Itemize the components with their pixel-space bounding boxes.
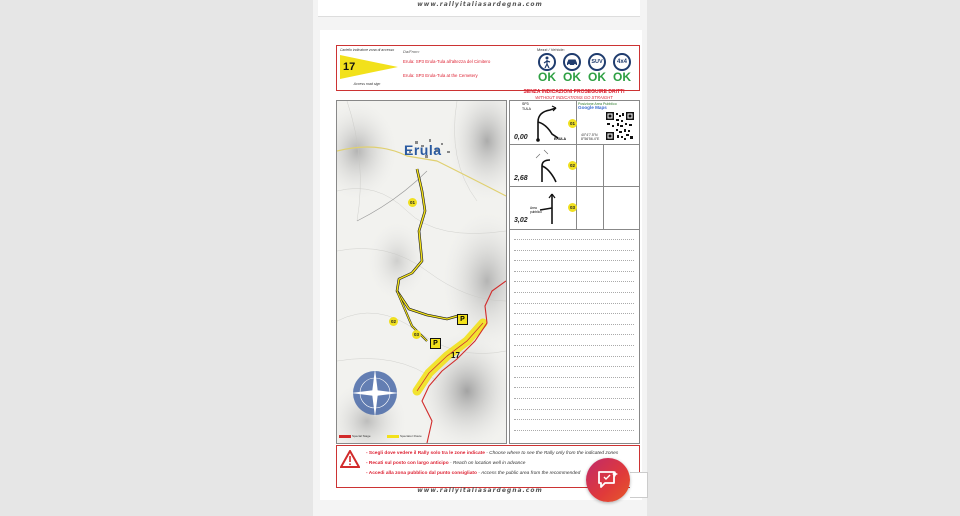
access-description-en: Erula: SP3 Erula-Tula at the Cemetery [403,73,478,78]
roadbook-note-line [514,356,634,357]
roadbook-note-line [514,250,634,251]
access-header [336,45,640,91]
vehicles-title: Mezzi / Vehicle: [537,47,565,52]
map-marker-03: 03 [413,332,419,337]
roadbook-note-line [514,324,634,325]
right-background [647,0,960,516]
website-url-top[interactable]: www.rallyitaliasardegna.com [417,1,543,8]
roadbook-label: TULA [522,107,531,111]
roadbook-note-en: WITHOUT INDICATIONS GO STRAIGHT [535,95,613,100]
roadbook-note-line [514,271,634,272]
vehicle-pedestrian [537,53,557,84]
feedback-chat-icon [597,470,619,490]
roadbook-label: SP3 [522,102,529,106]
map-marker-01: 01 [409,200,415,205]
roadbook-note-line [514,377,634,378]
car-icon [563,53,581,71]
parking-marker: P [457,314,468,325]
roadbook-row-02 [510,144,639,187]
roadbook-marker: 03 [569,205,575,210]
roadbook-panel [509,100,640,444]
footer-note-2 [366,461,525,466]
roadbook-row-03 [510,186,639,230]
roadbook-km: 2,68 [514,175,528,182]
footer-note-it: - Recati sul posto con largo anticipo [366,461,449,466]
roadbook-note-line [514,366,634,367]
pedestrian-icon [538,53,556,71]
map-town-name: Erula [404,142,442,158]
roadbook-note-line [514,281,634,282]
website-url-bottom[interactable]: www.rallyitaliasardegna.com [417,487,543,494]
footer-note-it: - Scegli dove vedere il Rally solo tra le zone indicate [366,451,485,456]
roadbook-marker: 02 [569,163,575,168]
roadbook-label: Area pubblico [530,206,542,214]
vehicle-4x4 [612,53,632,84]
roadbook-note-line [514,409,634,410]
footer-note-en: - Access the public area from the recommended [476,471,581,476]
legend-spectator-route: Spectator Route [400,434,422,438]
feedback-button[interactable] [586,458,630,502]
roadbook-note-line [514,313,634,314]
feedback-tab[interactable] [630,472,648,498]
footer-note-en: - Reach on location well in advance [448,461,526,466]
roadbook-note-line [514,419,634,420]
roadbook-note-line [514,387,634,388]
roadbook-note-line [514,260,634,261]
access-title: Da/From: [403,49,420,54]
vehicle-car [562,53,582,84]
footer-note-1 [366,451,618,456]
zone-number: 17 [343,61,356,73]
left-background [0,0,313,516]
longitude: 8°56'56.4"E [581,137,600,141]
roadbook-note-line [514,398,634,399]
footer-note-en: - Choose where to see the Rally only from the indicated zones [484,451,619,456]
junction-diagram-icon [532,148,568,184]
roadbook-km: 3,02 [514,217,528,224]
legend-special-stage: Special Stage [352,434,371,438]
roadbook-note-line [514,239,634,240]
sign-label-en: Access road sign [353,82,381,86]
roadbook-note-line [514,292,634,293]
4x4-icon: 4x4 [613,53,631,71]
coordinates [581,133,599,141]
roadbook-note-line [514,303,634,304]
vehicle-status: OK [538,70,556,84]
map-zone-label: 17 [451,351,460,360]
footer-note-it: - Accedi alla zona pubblico dal punto consigliato [366,471,477,476]
vehicle-status: OK [563,70,581,84]
footer-note-3 [366,471,580,476]
access-description-it: Erula: SP3 Erula-Tula all'altezza del Cimitero [403,59,491,64]
roadbook-note-line [514,334,634,335]
gmaps-title: Posizione Area Pubblico [578,102,617,106]
map-marker-02: 02 [390,319,396,324]
vehicle-status: OK [613,70,631,84]
roadbook-km: 0,00 [514,134,528,141]
gmaps-link[interactable]: Google Maps [578,105,607,110]
latitude: 40°4'7.5"N [581,133,598,137]
roadbook-label: ERULA [554,137,567,141]
google-maps-label[interactable] [578,102,617,110]
sign-label-it: Cartello indicatore zona di accesso [339,48,395,52]
suv-icon: SUV [588,53,606,71]
roadbook-marker: 01 [569,121,575,126]
vehicle-status: OK [588,70,606,84]
roadbook-note-it: SENZA INDICAZIONI PROSEGUIRE DRITTI [523,89,625,95]
roadbook-note-line [514,430,634,431]
roadbook-note-line [514,345,634,346]
qr-code-icon[interactable] [605,111,635,141]
parking-marker: P [430,338,441,349]
warning-icon [340,450,360,468]
vehicle-suv [587,53,607,84]
